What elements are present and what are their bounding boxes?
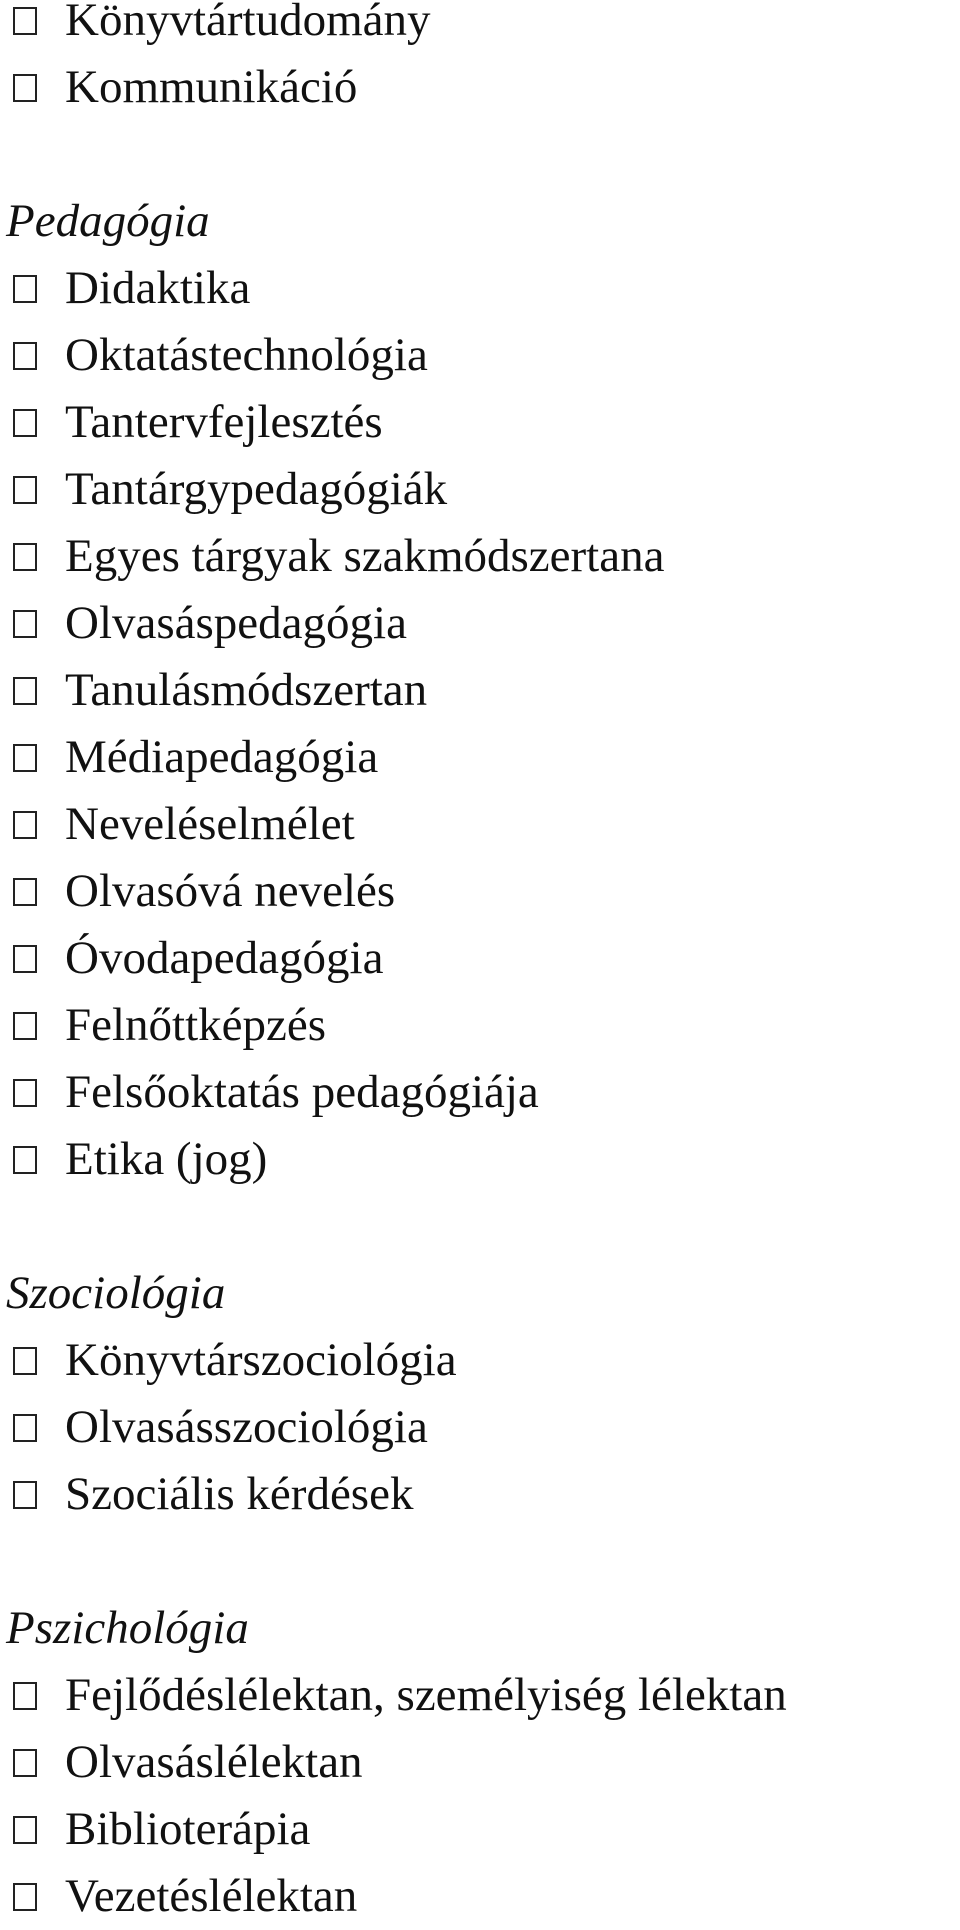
item-label: Felsőoktatás pedagógiája: [65, 1066, 539, 1118]
checkbox-icon[interactable]: [13, 1012, 37, 1040]
checklist-item[interactable]: [0, 1729, 960, 1796]
checkbox-icon[interactable]: [13, 1816, 37, 1844]
item-label: Könyvtártudomány: [65, 0, 431, 46]
checkbox-icon[interactable]: [13, 1883, 37, 1911]
checklist-item[interactable]: [0, 1461, 960, 1528]
checkbox-icon[interactable]: [13, 1682, 37, 1710]
checkbox-icon[interactable]: [13, 1347, 37, 1375]
checklist-item[interactable]: [0, 456, 960, 523]
checklist-item[interactable]: [0, 1394, 960, 1461]
item-label: Felnőttképzés: [65, 999, 327, 1051]
checkbox-icon[interactable]: [13, 1481, 37, 1509]
checkbox-icon[interactable]: [13, 1414, 37, 1442]
section-pedagogia: [0, 188, 960, 1193]
checklist-item[interactable]: [0, 724, 960, 791]
checkbox-icon[interactable]: [13, 1749, 37, 1777]
item-label: Olvasásszociológia: [65, 1401, 428, 1453]
checkbox-icon[interactable]: [13, 677, 37, 705]
checkbox-icon[interactable]: [13, 342, 37, 370]
checklist-item[interactable]: [0, 992, 960, 1059]
checkbox-icon[interactable]: [13, 74, 37, 102]
item-label: Óvodapedagógia: [65, 932, 384, 984]
item-label: Szociális kérdések: [65, 1468, 414, 1520]
item-label: Médiapedagógia: [65, 731, 379, 783]
checkbox-icon[interactable]: [13, 476, 37, 504]
section-heading: Pedagógia: [6, 195, 210, 247]
item-label: Olvasáslélektan: [65, 1736, 363, 1788]
checklist-item[interactable]: [0, 523, 960, 590]
checkbox-icon[interactable]: [13, 409, 37, 437]
item-label: Könyvtárszociológia: [65, 1334, 457, 1386]
checklist-item[interactable]: [0, 1863, 960, 1930]
checkbox-icon[interactable]: [13, 945, 37, 973]
checkbox-icon[interactable]: [13, 744, 37, 772]
section-spacer: [0, 1193, 960, 1260]
item-label: Didaktika: [65, 262, 251, 314]
checklist-item[interactable]: [0, 657, 960, 724]
item-label: Tanulásmódszertan: [65, 664, 428, 716]
item-label: Olvasáspedagógia: [65, 597, 407, 649]
section-pszichologia: [0, 1595, 960, 1930]
checklist-item[interactable]: [0, 1662, 960, 1729]
item-label: Tantárgypedagógiák: [65, 463, 448, 515]
checkbox-icon[interactable]: [13, 543, 37, 571]
item-label: Etika (jog): [65, 1133, 268, 1185]
checklist-item[interactable]: [0, 1796, 960, 1863]
section-spacer: [0, 121, 960, 188]
checklist-item[interactable]: [0, 389, 960, 456]
item-label: Tantervfejlesztés: [65, 396, 383, 448]
item-label: Olvasóvá nevelés: [65, 865, 396, 917]
section-spacer: [0, 1528, 960, 1595]
checkbox-icon[interactable]: [13, 610, 37, 638]
checklist-item[interactable]: [0, 1126, 960, 1193]
checklist-item[interactable]: [0, 1327, 960, 1394]
checkbox-icon[interactable]: [13, 1146, 37, 1174]
section-general: [0, 0, 960, 121]
checklist-item[interactable]: [0, 0, 960, 54]
checkbox-icon[interactable]: [13, 1079, 37, 1107]
checkbox-icon[interactable]: [13, 275, 37, 303]
section-heading: Szociológia: [6, 1267, 226, 1319]
item-label: Egyes tárgyak szakmódszertana: [65, 530, 665, 582]
checklist-item[interactable]: [0, 590, 960, 657]
checklist-item[interactable]: [0, 925, 960, 992]
checklist-item[interactable]: [0, 858, 960, 925]
section-szociologia: [0, 1260, 960, 1528]
item-label: Fejlődéslélektan, személyiség lélektan: [65, 1669, 787, 1721]
item-label: Kommunikáció: [65, 61, 358, 113]
item-label: Oktatástechnológia: [65, 329, 428, 381]
checkbox-icon[interactable]: [13, 811, 37, 839]
checklist-item[interactable]: [0, 54, 960, 121]
section-heading: Pszichológia: [6, 1602, 249, 1654]
checklist-item[interactable]: [0, 791, 960, 858]
checklist-item[interactable]: [0, 1059, 960, 1126]
checklist-item[interactable]: [0, 255, 960, 322]
checkbox-icon[interactable]: [13, 7, 37, 35]
checklist-item[interactable]: [0, 322, 960, 389]
checkbox-icon[interactable]: [13, 878, 37, 906]
item-label: Neveléselmélet: [65, 798, 355, 850]
item-label: Biblioterápia: [65, 1803, 311, 1855]
item-label: Vezetéslélektan: [65, 1870, 358, 1922]
